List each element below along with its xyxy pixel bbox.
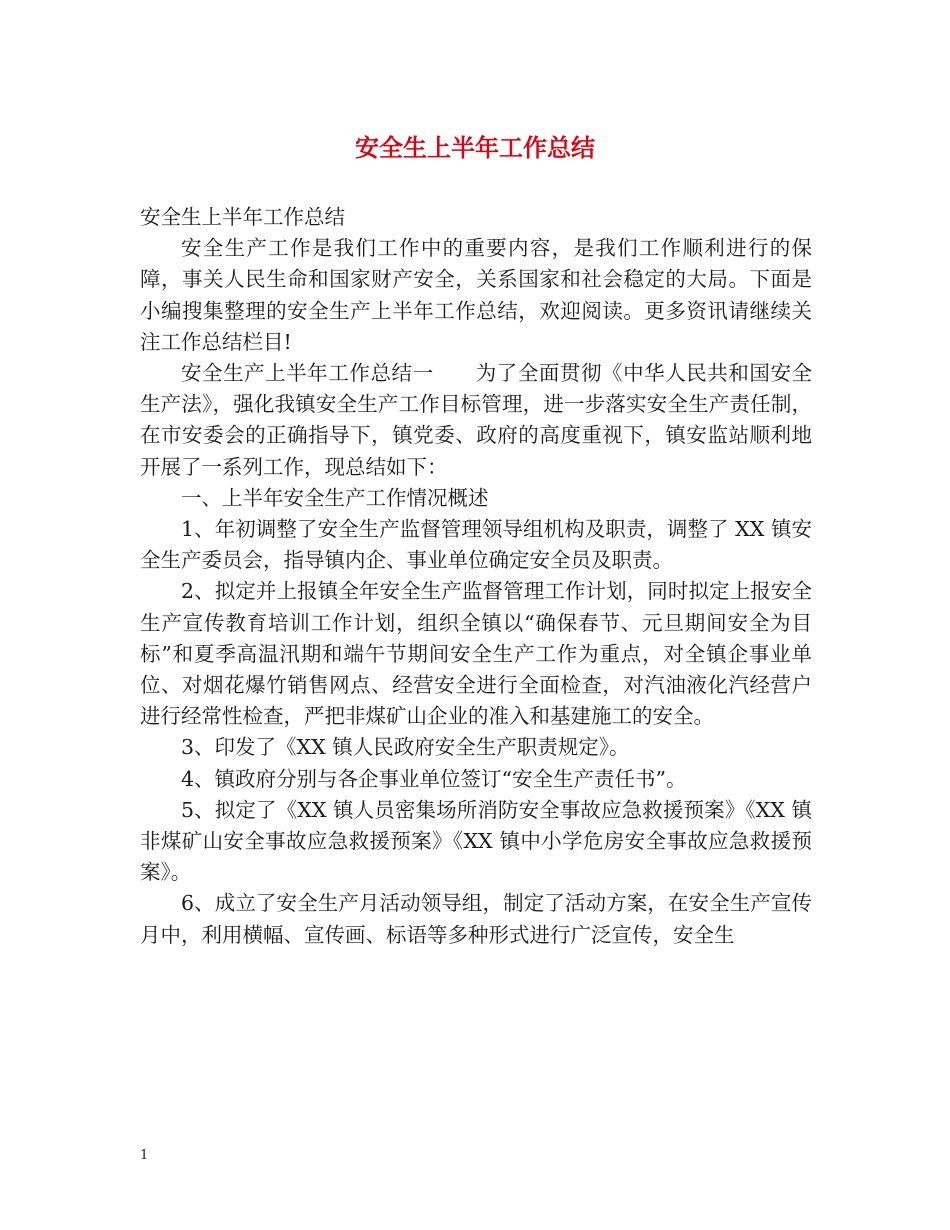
paragraph-summary-one: 安全生产上半年工作总结一 为了全面贯彻《中华人民共和国安全生产法》，强化我镇安全生产工作目标管理，进一步落实安全生产责任制，在市安委会的正确指导下，镇党委、政府的高度重视下，镇安监站顺利地开展了一系列工作，现总结如下： [140,361,812,479]
paragraph-item-3: 3、印发了《XX 镇人民政府安全生产职责规定》。 [181,735,630,760]
paragraph-section-heading: 一、上半年安全生产工作情况概述 [181,485,489,510]
paragraph-heading: 安全生上半年工作总结 [140,205,345,229]
document-title: 安全生上半年工作总结 [355,133,595,162]
paragraph-item-2: 2、拟定并上报镇全年安全生产监督管理工作计划，同时拟定上报安全生产宣传教育培训工作计划，组织全镇以“确保春节、元旦期间安全为目标”和夏季高温汛期和端午节期间安全生产工作为重点，对全镇企事业单位、对烟花爆竹销售网点、经营安全进行全面检查，对汽油液化汽经营户进行经常性检查，严把非煤矿山企业的准入和基建施工的安全。 [140,579,812,729]
paragraph-intro: 安全生产工作是我们工作中的重要内容，是我们工作顺利进行的保障，事关人民生命和国家财产安全，关系国家和社会稳定的大局。下面是小编搜集整理的安全生产上半年工作总结，欢迎阅读。更多资讯请继续关注工作总结栏目! [140,236,812,354]
paragraph-item-1: 1、年初调整了安全生产监督管理领导组机构及职责，调整了 XX 镇安全生产委员会，指导镇内企、事业单位确定安全员及职责。 [140,517,812,573]
page-number: 1 [140,1148,149,1163]
paragraph-item-6: 6、成立了安全生产月活动领导组，制定了活动方案，在安全生产宣传月中，利用横幅、宣传画、标语等多种形式进行广泛宣传，安全生 [140,891,812,947]
document-body [140,202,812,951]
paragraph-item-5: 5、拟定了《XX 镇人员密集场所消防安全事故应急救援预案》《XX 镇非煤矿山安全事故应急救援预案》《XX 镇中小学危房安全事故应急救援预案》。 [140,797,812,885]
paragraph-item-4: 4、镇政府分别与各企事业单位签订“安全生产责任书”。 [181,766,687,791]
